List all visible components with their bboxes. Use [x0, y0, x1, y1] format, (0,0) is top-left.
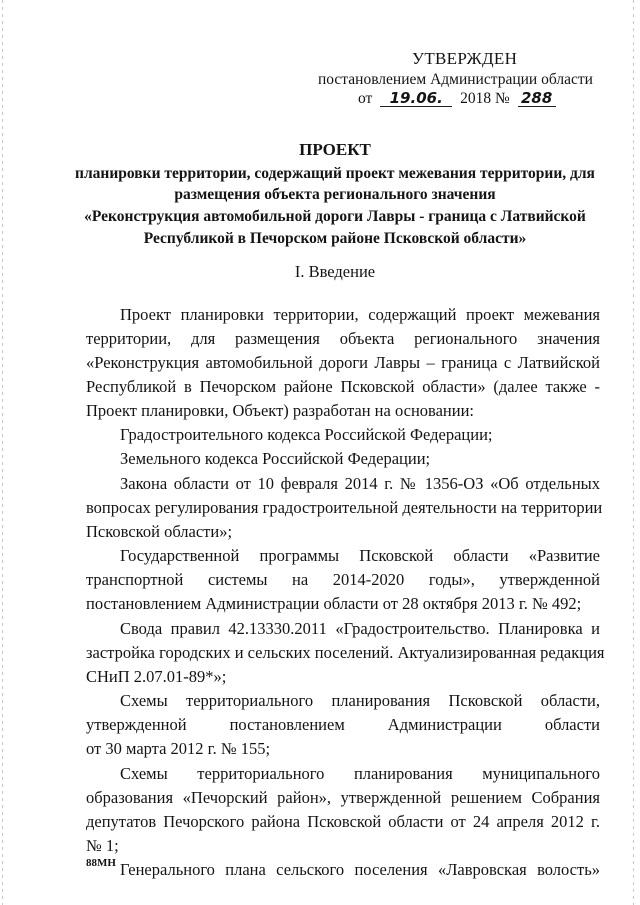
- body-line: Земельного кодекса Российской Федерации;: [120, 449, 431, 468]
- body-line: Градостроительного кодекса Российской Федерации;: [120, 425, 493, 444]
- body-line: территории, для размещения объекта регионального значения: [86, 329, 600, 348]
- document-subtitle-line-2: размещения объекта регионального значения: [174, 186, 496, 203]
- body-line: утвержденной постановлением Администрации области: [86, 715, 600, 734]
- document-subtitle-line-1: планировки территории, содержащий проект межевания территории, для: [75, 165, 595, 182]
- body-line: № 1;: [86, 836, 119, 855]
- body-line: «Реконструкция автомобильной дороги Лавры – граница с Латвийской: [86, 353, 600, 372]
- body-line: вопросах регулирования градостроительной деятельности на территории: [86, 498, 603, 517]
- handwritten-date: 19.06.: [380, 91, 452, 107]
- body-line: застройка городских и сельских поселений. Актуализированная редакция: [86, 643, 605, 662]
- body-line: Государственной программы Псковской области «Развитие: [120, 546, 600, 565]
- body-line: от 30 марта 2012 г. № 155;: [86, 739, 271, 758]
- document-subtitle-line-4: Республикой в Печорском районе Псковской области»: [143, 230, 527, 247]
- body-line: постановлением Администрации области от 28 октября 2013 г. № 492;: [86, 594, 582, 613]
- body-line: Свода правил 42.13330.2011 «Градостроительство. Планировка и: [120, 619, 600, 638]
- handwritten-number: 288: [518, 91, 556, 107]
- scan-edge-right: [633, 0, 634, 905]
- footer-code: 88МН: [86, 857, 116, 869]
- approval-decree: постановлением Администрации области: [318, 71, 593, 88]
- year-text: 2018 №: [460, 90, 510, 107]
- body-line: депутатов Печорского района Псковской области от 24 апреля 2012 г.: [86, 812, 600, 831]
- document-title: ПРОЕКТ: [299, 140, 371, 159]
- document-subtitle-line-3: «Реконструкция автомобильной дороги Лавры - граница с Латвийской: [84, 208, 586, 225]
- body-line: Проект планировки, Объект) разработан на основании:: [86, 401, 474, 420]
- scan-edge-left: [2, 0, 3, 905]
- body-line: Псковской области»;: [86, 522, 233, 541]
- body-line: Республикой в Печорском районе Псковской области» (далее также -: [86, 377, 600, 396]
- date-prefix: от: [358, 90, 373, 107]
- body-line: Генерального плана сельского поселения «Лавровская волость»: [120, 860, 600, 879]
- body-line: образования «Печорский район», утвержденной решением Собрания: [86, 788, 600, 807]
- section-title: I. Введение: [294, 262, 376, 281]
- body-line: транспортной системы на 2014-2020 годы», утвержденной: [86, 570, 600, 589]
- body-line: Схемы территориального планирования Псковской области,: [120, 691, 600, 710]
- body-line: СНиП 2.07.01-89*»;: [86, 667, 227, 686]
- approval-title: УТВЕРЖДЕН: [412, 49, 518, 68]
- body-line: Закона области от 10 февраля 2014 г. № 1356-ОЗ «Об отдельных: [120, 474, 600, 493]
- body-line: Проект планировки территории, содержащий проект межевания: [120, 305, 600, 324]
- approval-date-line: [358, 90, 556, 108]
- body-line: Схемы территориального планирования муниципального: [120, 764, 600, 783]
